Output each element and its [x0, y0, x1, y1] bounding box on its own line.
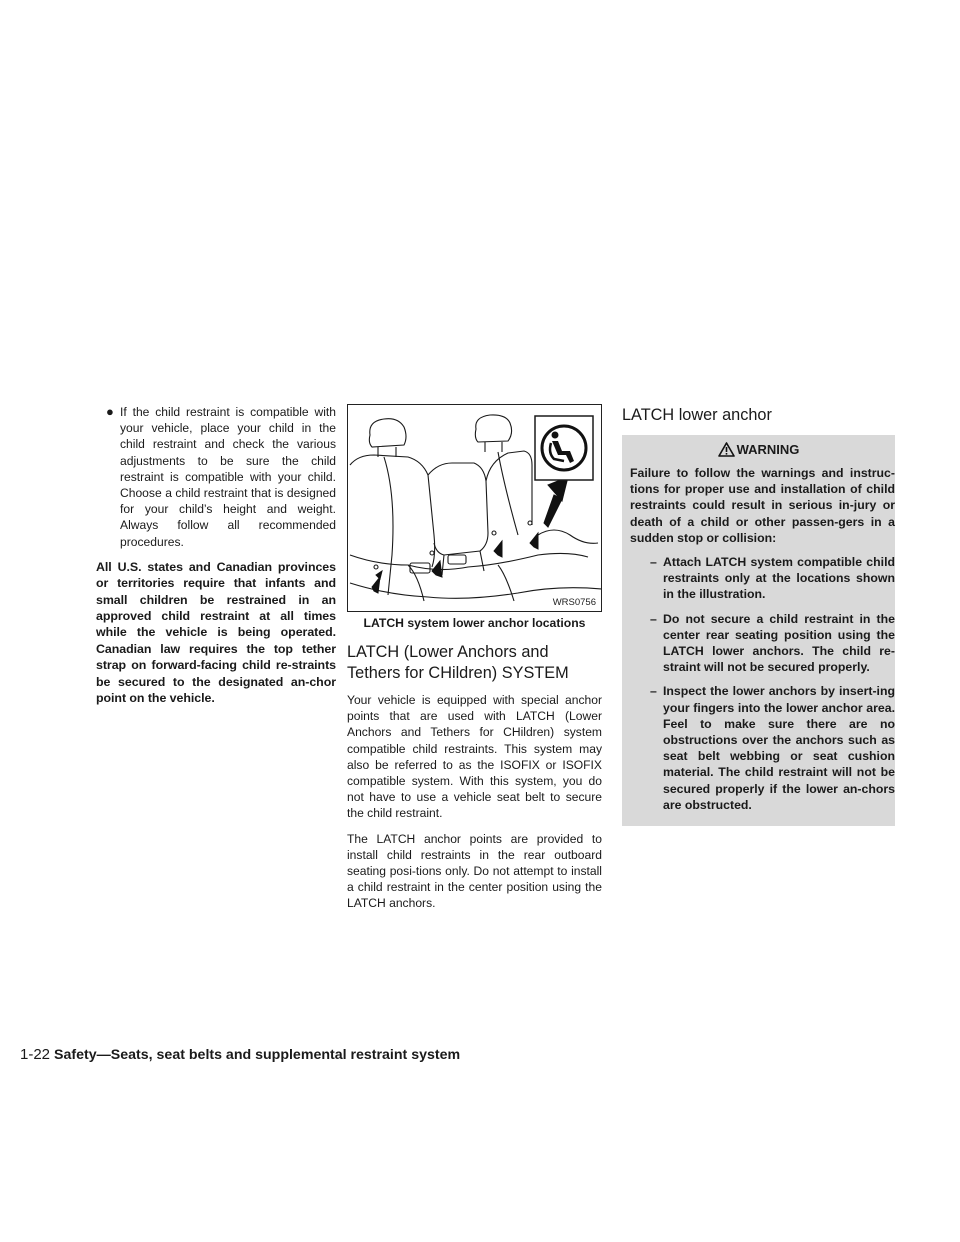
warning-intro: Failure to follow the warnings and instruc-tions for proper use and installation of child restraints could result in serious in-jury or death of a child or other passen-gers in a sudden stop or collision: [630, 466, 895, 545]
latch-lower-anchor-heading: LATCH lower anchor [622, 406, 772, 424]
warning-item [622, 554, 895, 603]
figure-caption: LATCH system lower anchor locations [363, 616, 586, 630]
warning-triangle-icon [718, 442, 735, 457]
latch-system-heading: LATCH (Lower Anchors and Tethers for CHildren) SYSTEM [347, 643, 569, 682]
child-seat-anchor-icon [535, 416, 593, 480]
chapter-title: Safety—Seats, seat belts and supplemental restraint system [54, 1047, 461, 1063]
dash-symbol: – [650, 555, 657, 570]
latch-anchor-illustration [347, 404, 602, 612]
page-number: 1-22 [20, 1046, 51, 1063]
dash-symbol: – [650, 611, 657, 626]
bullet-item [96, 404, 336, 550]
right-column [622, 404, 895, 826]
warning-item [622, 611, 895, 676]
warning-item-text: Attach LATCH system compatible child restraints only at the locations shown in the illustration. [663, 555, 895, 602]
figure-code: WRS0756 [552, 597, 596, 608]
latch-intro-paragraph: Your vehicle is equipped with special anchor points that are used with LATCH (Lower Anchors and Tethers for CHildren) system compatible child restraints. This system may also be referred to as the ISOFIX or ISOFIX compatible system. With this system, you do not have to use a vehicle seat belt to secure the child restraint. [347, 693, 602, 821]
middle-column [347, 404, 602, 912]
left-column [96, 404, 336, 706]
bullet-symbol: ● [106, 404, 114, 419]
warning-item-text: Do not secure a child restraint in the center rear seating position using the LATCH lower anchors. The child re-straint will not be secured properly. [663, 611, 895, 675]
bullet-text: If the child restraint is compatible with your vehicle, place your child in the child restraint and check the various adjustments to be sure the child restraint is compatible with your child. Choose a child restraint that is designed for your child’s height and weight. Always follow all recommended procedures. [120, 405, 336, 549]
warning-item [622, 683, 895, 813]
latch-anchor-paragraph: The LATCH anchor points are provided to install child restraints in the rear outboard seating posi-tions only. Do not attempt to install a child restraint in the center position using the LATCH anchors. [347, 831, 602, 911]
warning-item-text: Inspect the lower anchors by insert-ing your fingers into the lower anchor area. Feel to make sure there are no obstructions over the anchors such as seat belt webbing or seat cushion material. The child restraint will not be secured properly if the lower an-chors are obstructed. [663, 684, 895, 812]
rear-seat-illustration [348, 405, 602, 612]
legal-requirement-paragraph: All U.S. states and Canadian provinces or territories require that infants and small children be restrained in an approved child restraint at all times while the vehicle is being operated. Canadian law requires the top tether strap on forward-facing child re-straints be secured to the designated an-chor point on the vehicle. [96, 559, 336, 706]
warning-label: WARNING [736, 442, 800, 457]
warning-title [622, 439, 895, 461]
warning-box [622, 435, 895, 826]
dash-symbol: – [650, 684, 657, 699]
page-footer [20, 1046, 460, 1063]
